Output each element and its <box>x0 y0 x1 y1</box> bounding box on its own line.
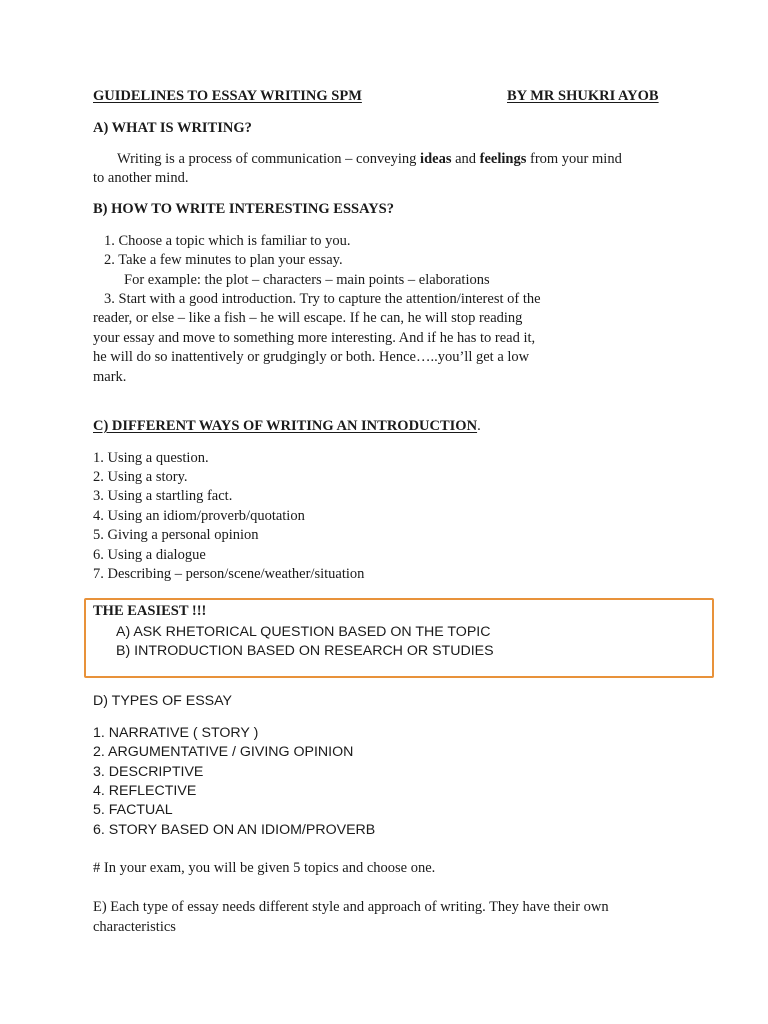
section-b-line: he will do so inattentively or grudgingly or both. Hence…..you’ll get a low <box>93 349 530 365</box>
list-item: 3. DESCRIPTIVE <box>93 764 204 780</box>
bold-ideas: ideas <box>420 151 452 167</box>
section-b-line: mark. <box>93 369 127 385</box>
list-item: 5. Giving a personal opinion <box>93 527 259 543</box>
section-b-line: 1. Choose a topic which is familiar to you. <box>104 233 351 249</box>
section-e-line-1: E) Each type of essay needs different style and approach of writing. They have their own <box>93 899 609 915</box>
section-e-line-2: characteristics <box>93 919 176 935</box>
list-item: 2. ARGUMENTATIVE / GIVING OPINION <box>93 744 354 760</box>
section-b-line: your essay and move to something more interesting. And if he has to read it, <box>93 330 536 346</box>
list-item: 1. Using a question. <box>93 450 209 466</box>
exam-note: # In your exam, you will be given 5 topics and choose one. <box>93 860 436 876</box>
list-item: 6. Using a dialogue <box>93 547 206 563</box>
section-b-line: For example: the plot – characters – main points – elaborations <box>124 272 490 288</box>
list-item: 6. STORY BASED ON AN IDIOM/PROVERB <box>93 822 376 838</box>
section-b-heading: B) HOW TO WRITE INTERESTING ESSAYS? <box>93 201 394 217</box>
list-item: 3. Using a startling fact. <box>93 488 233 504</box>
list-item: 4. Using an idiom/proverb/quotation <box>93 508 305 524</box>
bold-feelings: feelings <box>479 151 527 167</box>
section-b-line: reader, or else – like a fish – he will escape. If he can, he will stop reading <box>93 310 523 326</box>
section-b-line: 2. Take a few minutes to plan your essay. <box>104 252 343 268</box>
document-author: BY MR SHUKRI AYOB <box>507 88 659 104</box>
section-d-heading: D) TYPES OF ESSAY <box>93 693 233 709</box>
section-c-heading: C) DIFFERENT WAYS OF WRITING AN INTRODUCTION. <box>93 418 481 434</box>
document-title: GUIDELINES TO ESSAY WRITING SPM <box>93 88 362 104</box>
section-a-heading: A) WHAT IS WRITING? <box>93 120 252 136</box>
list-item: 5. FACTUAL <box>93 802 173 818</box>
list-item: 1. NARRATIVE ( STORY ) <box>93 725 259 741</box>
list-item: 2. Using a story. <box>93 469 188 485</box>
easiest-item: B) INTRODUCTION BASED ON RESEARCH OR STUDIES <box>116 643 494 659</box>
list-item: 4. REFLECTIVE <box>93 783 197 799</box>
section-a-paragraph-line-2: to another mind. <box>93 170 189 186</box>
easiest-title: THE EASIEST !!! <box>93 603 207 619</box>
section-b-line: 3. Start with a good introduction. Try to capture the attention/interest of the <box>104 291 541 307</box>
list-item: 7. Describing – person/scene/weather/situation <box>93 566 365 582</box>
easiest-item: A) ASK RHETORICAL QUESTION BASED ON THE TOPIC <box>116 624 491 640</box>
section-a-paragraph-line-1: Writing is a process of communication – conveying ideas and feelings from your mind <box>117 151 622 167</box>
